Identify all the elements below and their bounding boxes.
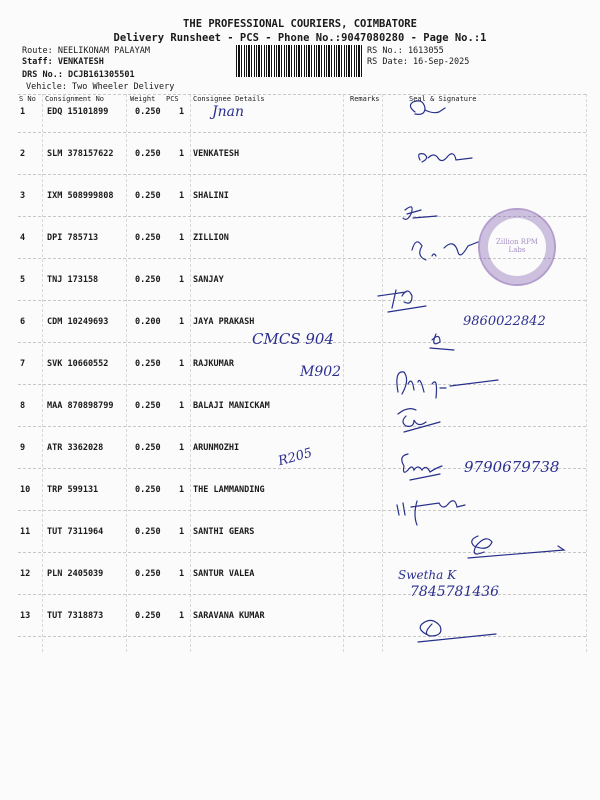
row-weight: 0.250 — [135, 359, 161, 369]
row-weight: 0.250 — [135, 233, 161, 243]
row-weight: 0.200 — [135, 317, 161, 327]
handwritten-phone-row6: 9860022842 — [463, 314, 546, 329]
row-consignment-no: TUT 7311964 — [47, 527, 104, 537]
handwritten-phone-row9: 9790679738 — [464, 458, 560, 476]
col-remarks: Remarks — [350, 95, 380, 103]
col-pcs: PCS — [166, 95, 179, 103]
row-consignee: SANJAY — [193, 275, 224, 285]
row-pcs: 1 — [179, 401, 185, 411]
row-pcs: 1 — [179, 569, 185, 579]
route: Route: NEELIKONAM PALAYAM — [22, 46, 150, 56]
row-consignee: SANTHI GEARS — [193, 527, 255, 537]
handwritten-phone-row12: 7845781436 — [410, 584, 500, 600]
row-consignee: SANTUR VALEA — [193, 569, 255, 579]
signature-row11 — [468, 536, 564, 558]
row-sno: 7 — [20, 359, 26, 369]
row-consignee: BALAJI MANICKAM — [193, 401, 270, 411]
row-pcs: 1 — [179, 275, 185, 285]
row-consignment-no: PLN 2405039 — [47, 569, 104, 579]
row-consignee: ZILLION — [193, 233, 229, 243]
row-consignment-no: TRP 599131 — [47, 485, 99, 495]
row-weight: 0.250 — [135, 485, 161, 495]
signature-row10 — [397, 501, 465, 525]
row-consignee: ARUNMOZHI — [193, 443, 240, 453]
company-title: THE PROFESSIONAL COURIERS, COIMBATORE — [183, 18, 417, 30]
row-sno: 13 — [20, 611, 31, 621]
row-consignee: THE LAMMANDING — [193, 485, 265, 495]
handwritten-note-row6: CMCS 904 — [252, 330, 334, 348]
signature-row5 — [378, 290, 426, 312]
row-consignment-no: TUT 7318873 — [47, 611, 104, 621]
signature-row1 — [410, 101, 445, 115]
row-consignment-no: TNJ 173158 — [47, 275, 99, 285]
row-pcs: 1 — [179, 317, 185, 327]
staff: Staff: VENKATESH — [22, 57, 104, 67]
signature-row9 — [402, 454, 442, 480]
row-sno: 10 — [20, 485, 31, 495]
col-seal-signature: Seal & Signature — [409, 95, 477, 103]
row-sno: 5 — [20, 275, 26, 285]
row-consignment-no: CDM 10249693 — [47, 317, 109, 327]
row-weight: 0.250 — [135, 569, 161, 579]
row-pcs: 1 — [179, 149, 185, 159]
row-weight: 0.250 — [135, 611, 161, 621]
handwritten-note-row9: R205 — [276, 445, 314, 470]
signature-row7 — [397, 372, 498, 398]
col-consignment: Consignment No — [45, 95, 105, 103]
runsheet-subtitle: Delivery Runsheet - PCS - Phone No.:9047080280 - Page No.:1 — [113, 32, 487, 44]
rs-date: RS Date: 16-Sep-2025 — [367, 57, 470, 67]
drs-number: DRS No.: DCJB161305501 — [22, 70, 135, 80]
row-pcs: 1 — [179, 611, 185, 621]
row-sno: 6 — [20, 317, 26, 327]
row-consignment-no: IXM 508999808 — [47, 191, 114, 201]
handwritten-name-row12: Swetha K — [398, 568, 457, 582]
row-weight: 0.250 — [135, 401, 161, 411]
row-pcs: 1 — [179, 233, 185, 243]
handwritten-name-row1: Jnan — [212, 104, 244, 120]
row-sno: 8 — [20, 401, 26, 411]
row-consignment-no: SLM 378157622 — [47, 149, 114, 159]
row-pcs: 1 — [179, 527, 185, 537]
row-weight: 0.250 — [135, 275, 161, 285]
row-consignment-no: SVK 10660552 — [47, 359, 109, 369]
signature-row3 — [403, 207, 437, 220]
row-weight: 0.250 — [135, 149, 161, 159]
signature-row2 — [419, 154, 472, 162]
company-seal-stamp: Zillion RPM Labs — [478, 208, 556, 286]
signature-row8 — [398, 409, 440, 432]
row-pcs: 1 — [179, 191, 185, 201]
rs-number: RS No.: 1613055 — [367, 46, 444, 56]
row-consignee: JAYA PRAKASH — [193, 317, 255, 327]
signature-row6 — [430, 334, 454, 350]
row-sno: 2 — [20, 149, 26, 159]
row-pcs: 1 — [179, 359, 185, 369]
row-consignee: VENKATESH — [193, 149, 240, 159]
row-sno: 1 — [20, 107, 26, 117]
signature-row4 — [412, 242, 478, 260]
row-weight: 0.250 — [135, 443, 161, 453]
row-pcs: 1 — [179, 443, 185, 453]
col-consignee: Consignee Details — [193, 95, 265, 103]
row-sno: 12 — [20, 569, 31, 579]
row-consignee: SARAVANA KUMAR — [193, 611, 265, 621]
row-consignment-no: EDQ 15101899 — [47, 107, 109, 117]
row-sno: 4 — [20, 233, 26, 243]
row-pcs: 1 — [179, 107, 185, 117]
col-sno: S No — [19, 95, 36, 103]
row-consignment-no: ATR 3362028 — [47, 443, 104, 453]
row-consignee: RAJKUMAR — [193, 359, 234, 369]
row-weight: 0.250 — [135, 191, 161, 201]
row-weight: 0.250 — [135, 527, 161, 537]
handwritten-note-row7: M902 — [300, 364, 342, 380]
row-sno: 11 — [20, 527, 31, 537]
row-consignment-no: MAA 870898799 — [47, 401, 114, 411]
row-pcs: 1 — [179, 485, 185, 495]
row-sno: 9 — [20, 443, 26, 453]
row-consignment-no: DPI 785713 — [47, 233, 99, 243]
signature-row13 — [418, 620, 496, 642]
vehicle: Vehicle: Two Wheeler Delivery — [26, 82, 175, 92]
row-sno: 3 — [20, 191, 26, 201]
row-weight: 0.250 — [135, 107, 161, 117]
col-weight: Weight — [130, 95, 156, 103]
row-consignee: SHALINI — [193, 191, 229, 201]
